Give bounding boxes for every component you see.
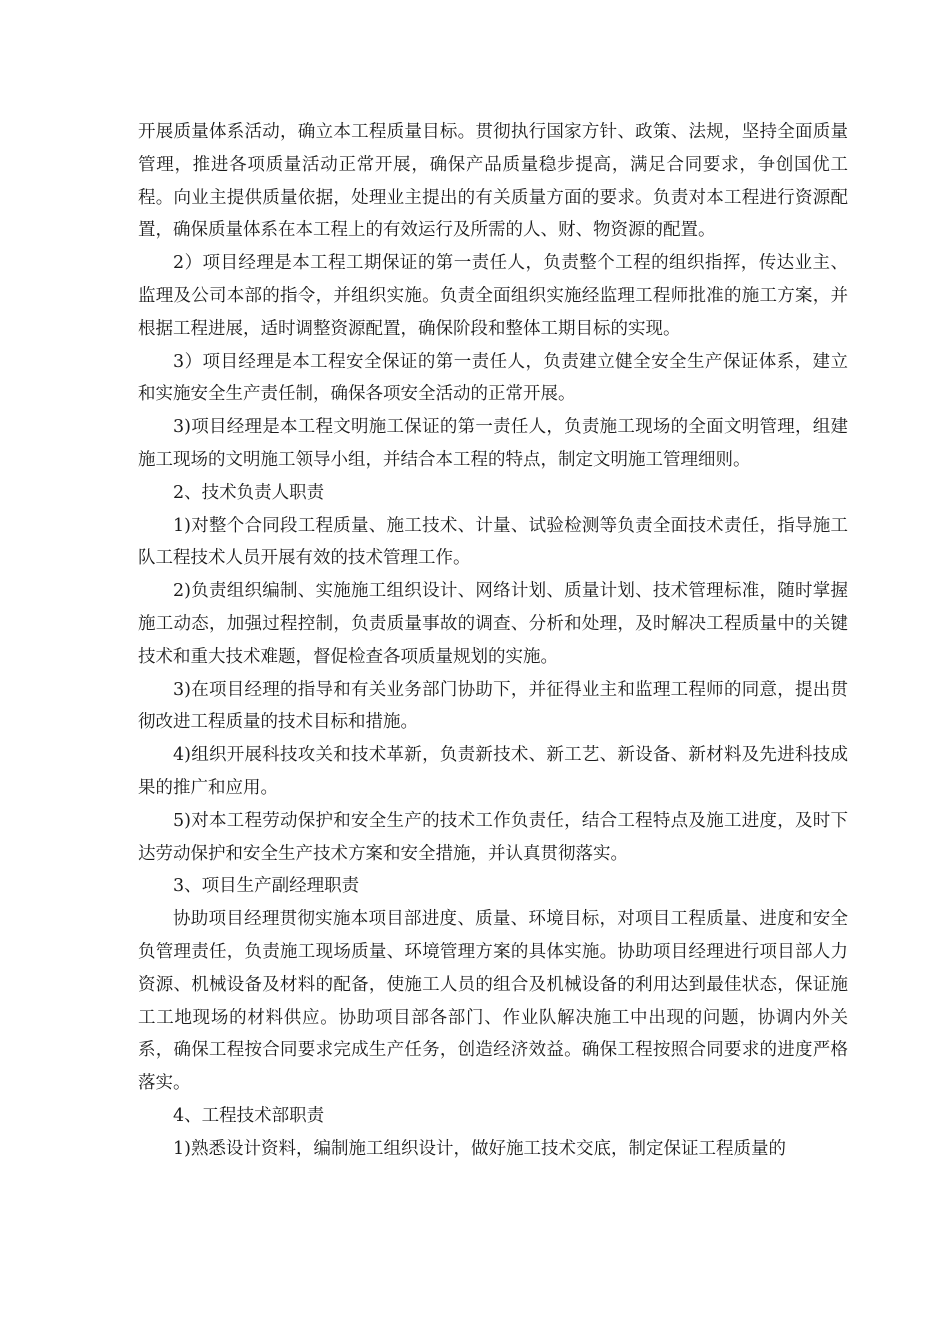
paragraph-tech-item-3: 3)在项目经理的指导和有关业务部门协助下，并征得业主和监理工程师的同意，提出贯彻改进工程质量的技术目标和措施。: [138, 679, 848, 733]
paragraph-tech-item-2: 2)负责组织编制、实施施工组织设计、网络计划、质量计划、技术管理标准，随时掌握施工动态，加强过程控制，负责质量事故的调查、分析和处理，及时解决工程质量中的关键技术和重大技术难题，督促检查各项质量规划的实施。: [138, 581, 848, 667]
paragraph-quality-continuation: 开展质量体系活动，确立本工程质量目标。贯彻执行国家方针、政策、法规，坚持全面质量管理，推进各项质量活动正常开展，确保产品质量稳步提高，满足合同要求，争创国优工程。向业主提供质量依据，处理业主提出的有关质量方面的要求。负责对本工程进行资源配置，确保质量体系在本工程上的有效运行及所需的人、财、物资源的配置。: [138, 122, 848, 241]
paragraph-engineering-item-1: 1)熟悉设计资料，编制施工组织设计，做好施工技术交底，制定保证工程质量的: [173, 1138, 786, 1159]
heading-production-deputy: 3、项目生产副经理职责: [173, 876, 360, 897]
paragraph-production-deputy-duties: 协助项目经理贯彻实施本项目部进度、质量、环境目标，对项目工程质量、进度和安全负管理责任，负责施工现场质量、环境管理方案的具体实施。协助项目经理进行项目部人力资源、机械设备及材料的配备，使施工人员的组合及机械设备的利用达到最佳状态，保证施工工地现场的材料供应。协助项目部各部门、作业队解决施工中出现的问题，协调内外关系，确保工程按合同要求完成生产任务，创造经济效益。确保工程按照合同要求的进度严格落实。: [138, 909, 848, 1094]
paragraph-civilized-construction: 3)项目经理是本工程文明施工保证的第一责任人，负责施工现场的全面文明管理，组建施工现场的文明施工领导小组，并结合本工程的特点，制定文明施工管理细则。: [138, 417, 848, 470]
paragraph-tech-item-1: 1)对整个合同段工程质量、施工技术、计量、试验检测等负责全面技术责任，指导施工队工程技术人员开展有效的技术管理工作。: [138, 515, 848, 569]
paragraph-schedule-responsibility: 2）项目经理是本工程工期保证的第一责任人，负责整个工程的组织指挥，传达业主、监理及公司本部的指令，并组织实施。负责全面组织实施经监理工程师批准的施工方案，并根据工程进展，适时调整资源配置，确保阶段和整体工期目标的实现。: [138, 253, 848, 339]
heading-technical-lead: 2、技术负责人职责: [173, 482, 325, 503]
paragraph-tech-item-5: 5)对本工程劳动保护和安全生产的技术工作负责任，结合工程特点及施工进度，及时下达劳动保护和安全生产技术方案和安全措施，并认真贯彻落实。: [138, 810, 848, 864]
paragraph-safety-responsibility: 3）项目经理是本工程安全保证的第一责任人，负责建立健全安全生产保证体系，建立和实施安全生产责任制，确保各项安全活动的正常开展。: [138, 351, 848, 405]
paragraph-tech-item-4: 4)组织开展科技攻关和技术革新，负责新技术、新工艺、新设备、新材料及先进科技成果的推广和应用。: [138, 745, 848, 798]
heading-engineering-department: 4、工程技术部职责: [173, 1105, 325, 1126]
document-page: [138, 116, 848, 1166]
